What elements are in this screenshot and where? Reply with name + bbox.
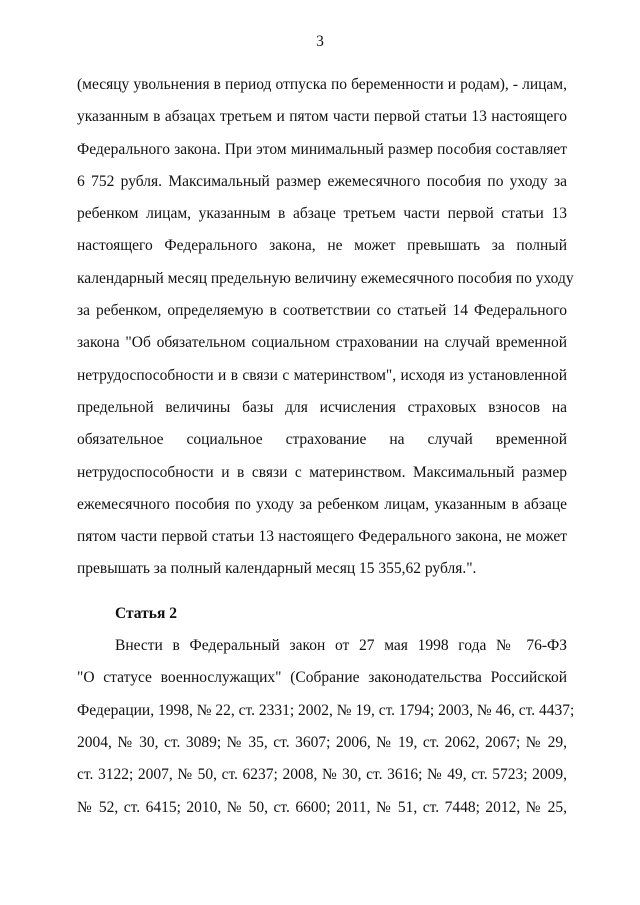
- text-line: 6 752 рубля. Максимальный размер ежемесячного пособия по уходу за: [77, 172, 567, 190]
- text-line: календарный месяц предельную величину ежемесячного пособия по уходу: [77, 269, 574, 287]
- text-line: Федерального закона. При этом минимальный размер пособия составляет: [77, 140, 567, 158]
- text-line: ребенком лицам, указанным в абзаце третьем части первой статьи 13: [77, 205, 567, 223]
- text-line: "О статусе военнослужащих" (Собрание законодательства Российской: [77, 669, 567, 687]
- text-line: Федерации, 1998, № 22, ст. 2331; 2002, № 19, ст. 1794; 2003, № 46, ст. 4437;: [77, 701, 575, 719]
- text-line: закона "Об обязательном социальном страховании на случай временной: [77, 334, 567, 352]
- text-line: настоящего Федерального закона, не может превышать за полный: [77, 237, 567, 255]
- text-line: нетрудоспособности и в связи с материнством. Максимальный размер: [77, 463, 567, 481]
- text-line: превышать за полный календарный месяц 15 355,62 рубля.".: [77, 560, 477, 578]
- page-number: 3: [316, 33, 324, 50]
- text-line: нетрудоспособности и в связи с материнством", исходя из установленной: [77, 366, 567, 384]
- text-line: указанным в абзацах третьем и пятом части первой статьи 13 настоящего: [77, 108, 567, 126]
- document-body: [77, 69, 575, 824]
- text-line: № 52, ст. 6415; 2010, № 50, ст. 6600; 2011, № 51, ст. 7448; 2012, № 25,: [77, 798, 567, 816]
- text-line: ст. 3122; 2007, № 50, ст. 6237; 2008, № 30, ст. 3616; № 49, ст. 5723; 2009,: [77, 766, 567, 784]
- text-line: предельной величины базы для исчисления страховых взносов на: [77, 398, 567, 416]
- section-gap: [77, 586, 567, 598]
- text-line: Внести в Федеральный закон от 27 мая 1998 года № 76-ФЗ: [115, 637, 567, 655]
- text-line: ежемесячного пособия по уходу за ребенком лицам, указанным в абзаце: [77, 495, 567, 513]
- text-line: 2004, № 30, ст. 3089; № 35, ст. 3607; 2006, № 19, ст. 2062, 2067; № 29,: [77, 733, 567, 751]
- paragraph-1: [77, 69, 574, 586]
- text-line: обязательное социальное страхование на случай временной: [77, 431, 567, 449]
- text-line: за ребенком, определяемую в соответствии со статьей 14 Федерального: [77, 302, 567, 320]
- text-line: пятом части первой статьи 13 настоящего Федерального закона, не может: [77, 528, 567, 546]
- text-line: (месяцу увольнения в период отпуска по беременности и родам), - лицам,: [77, 76, 567, 93]
- paragraph-2: [77, 630, 575, 824]
- article-heading: Статья 2: [115, 604, 177, 622]
